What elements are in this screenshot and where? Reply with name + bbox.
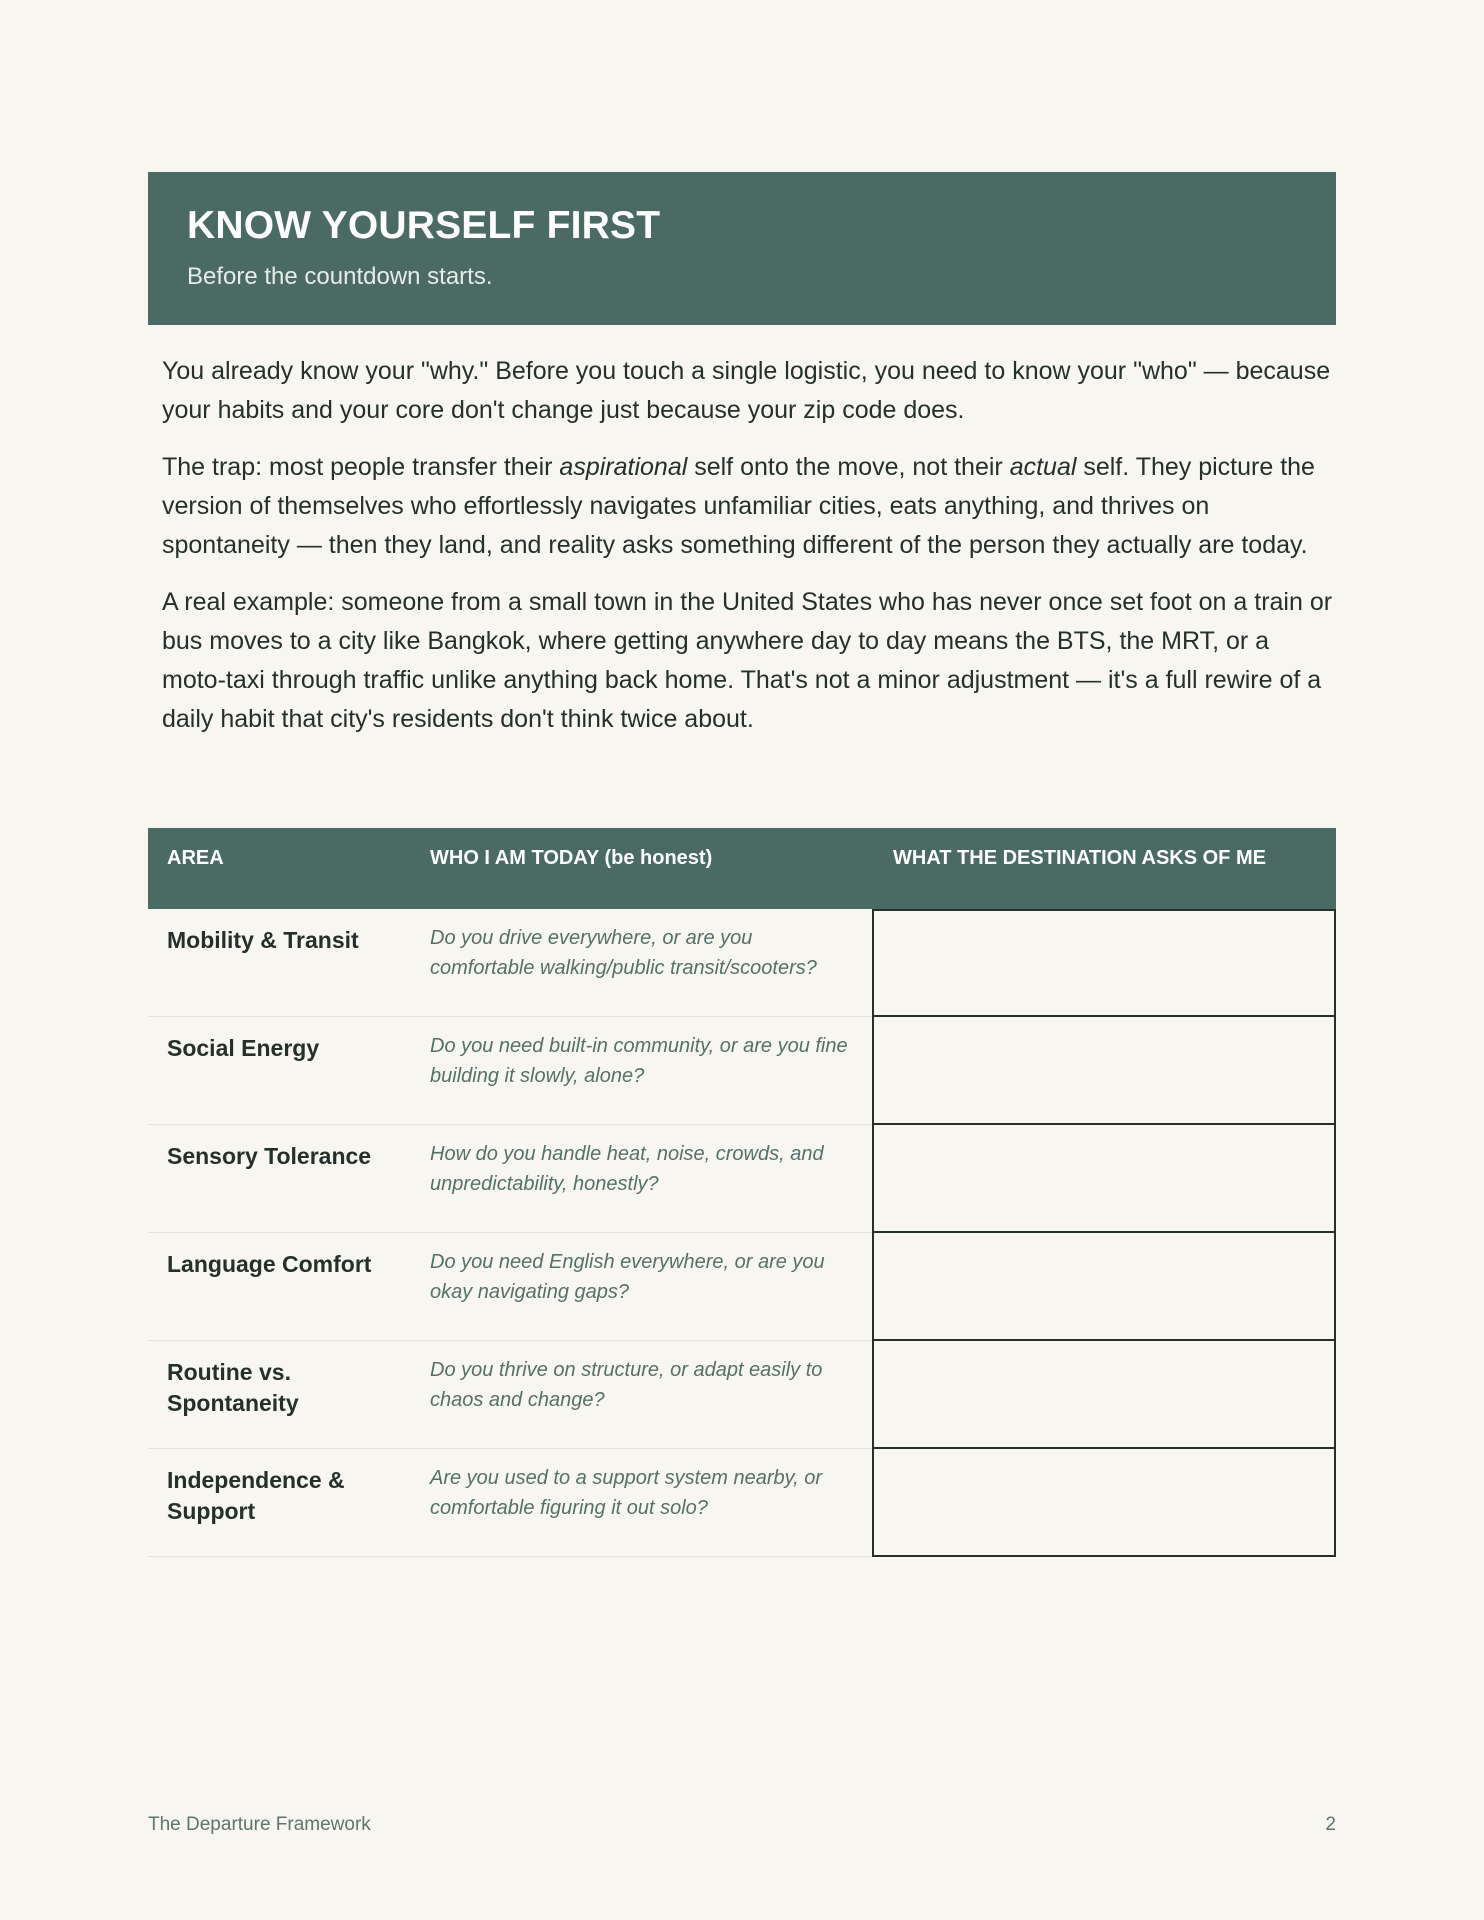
table-row [148, 1449, 1336, 1557]
row-area-label: Independence & Support [167, 1467, 345, 1524]
destination-answer-box[interactable] [872, 1125, 1336, 1233]
table-row [148, 1125, 1336, 1233]
row-today-prompt: How do you handle heat, noise, crowds, and unpredictability, honestly? [430, 1143, 824, 1195]
row-today-prompt: Do you need English everywhere, or are you okay navigating gaps? [430, 1251, 825, 1303]
row-today-prompt: Do you need built-in community, or are you fine building it slowly, alone? [430, 1035, 848, 1087]
table-row [148, 1017, 1336, 1125]
row-area-label: Sensory Tolerance [167, 1143, 372, 1169]
page-subtitle: Before the countdown starts. [187, 263, 493, 290]
paragraph-2 [162, 448, 1337, 565]
intro-text [162, 352, 1337, 757]
emphasis-aspirational: aspirational [559, 453, 688, 481]
row-area-label: Language Comfort [167, 1251, 372, 1277]
row-area-label: Social Energy [167, 1035, 320, 1061]
self-assessment-table [148, 828, 1336, 1557]
paragraph-2-part-b: self onto the move, not their [687, 453, 1010, 481]
destination-answer-box[interactable] [872, 1017, 1336, 1125]
destination-answer-box[interactable] [872, 1341, 1336, 1449]
row-area-label: Mobility & Transit [167, 927, 359, 953]
row-area-label: Routine vs. Spontaneity [167, 1359, 299, 1416]
page-title: KNOW YOURSELF FIRST [187, 204, 661, 247]
table-header [148, 828, 1336, 909]
table-row [148, 909, 1336, 1017]
footer-page-number: 2 [1325, 1814, 1336, 1835]
row-today-prompt: Do you thrive on structure, or adapt easily to chaos and change? [430, 1359, 823, 1411]
paragraph-2-part-a: The trap: most people transfer their [162, 453, 560, 481]
emphasis-actual: actual [1009, 453, 1077, 481]
row-today-prompt: Are you used to a support system nearby, or comfortable figuring it out solo? [430, 1467, 823, 1519]
destination-answer-box[interactable] [872, 1233, 1336, 1341]
row-today-prompt: Do you drive everywhere, or are you comfortable walking/public transit/scooters? [430, 927, 817, 979]
column-header-today: WHO I AM TODAY (be honest) [430, 847, 713, 869]
paragraph-1: You already know your "why." Before you touch a single logistic, you need to know your "who" — because your habits and your core don't change just because your zip code does. [162, 357, 1331, 424]
destination-answer-box[interactable] [872, 909, 1336, 1017]
column-header-destination: WHAT THE DESTINATION ASKS OF ME [893, 847, 1266, 869]
paragraph-2-part-c: self. They picture the version of themselves who effortlessly navigates unfamiliar cities, eats anything, and thrives on spontaneity — then they land, and reality asks something different of the person they actually are today. [162, 453, 1315, 559]
paragraph-3: A real example: someone from a small town in the United States who has never once set foot on a train or bus moves to a city like Bangkok, where getting anywhere day to day means the BTS, the MRT, or a moto-taxi through traffic unlike anything back home. That's not a minor adjustment — it's a full rewire of a daily habit that city's residents don't think twice about. [162, 588, 1333, 733]
destination-answer-box[interactable] [872, 1449, 1336, 1557]
column-header-area: AREA [167, 847, 224, 869]
section-header [148, 172, 1336, 325]
footer-document-title: The Departure Framework [148, 1814, 371, 1835]
table-row [148, 1341, 1336, 1449]
table-row [148, 1233, 1336, 1341]
